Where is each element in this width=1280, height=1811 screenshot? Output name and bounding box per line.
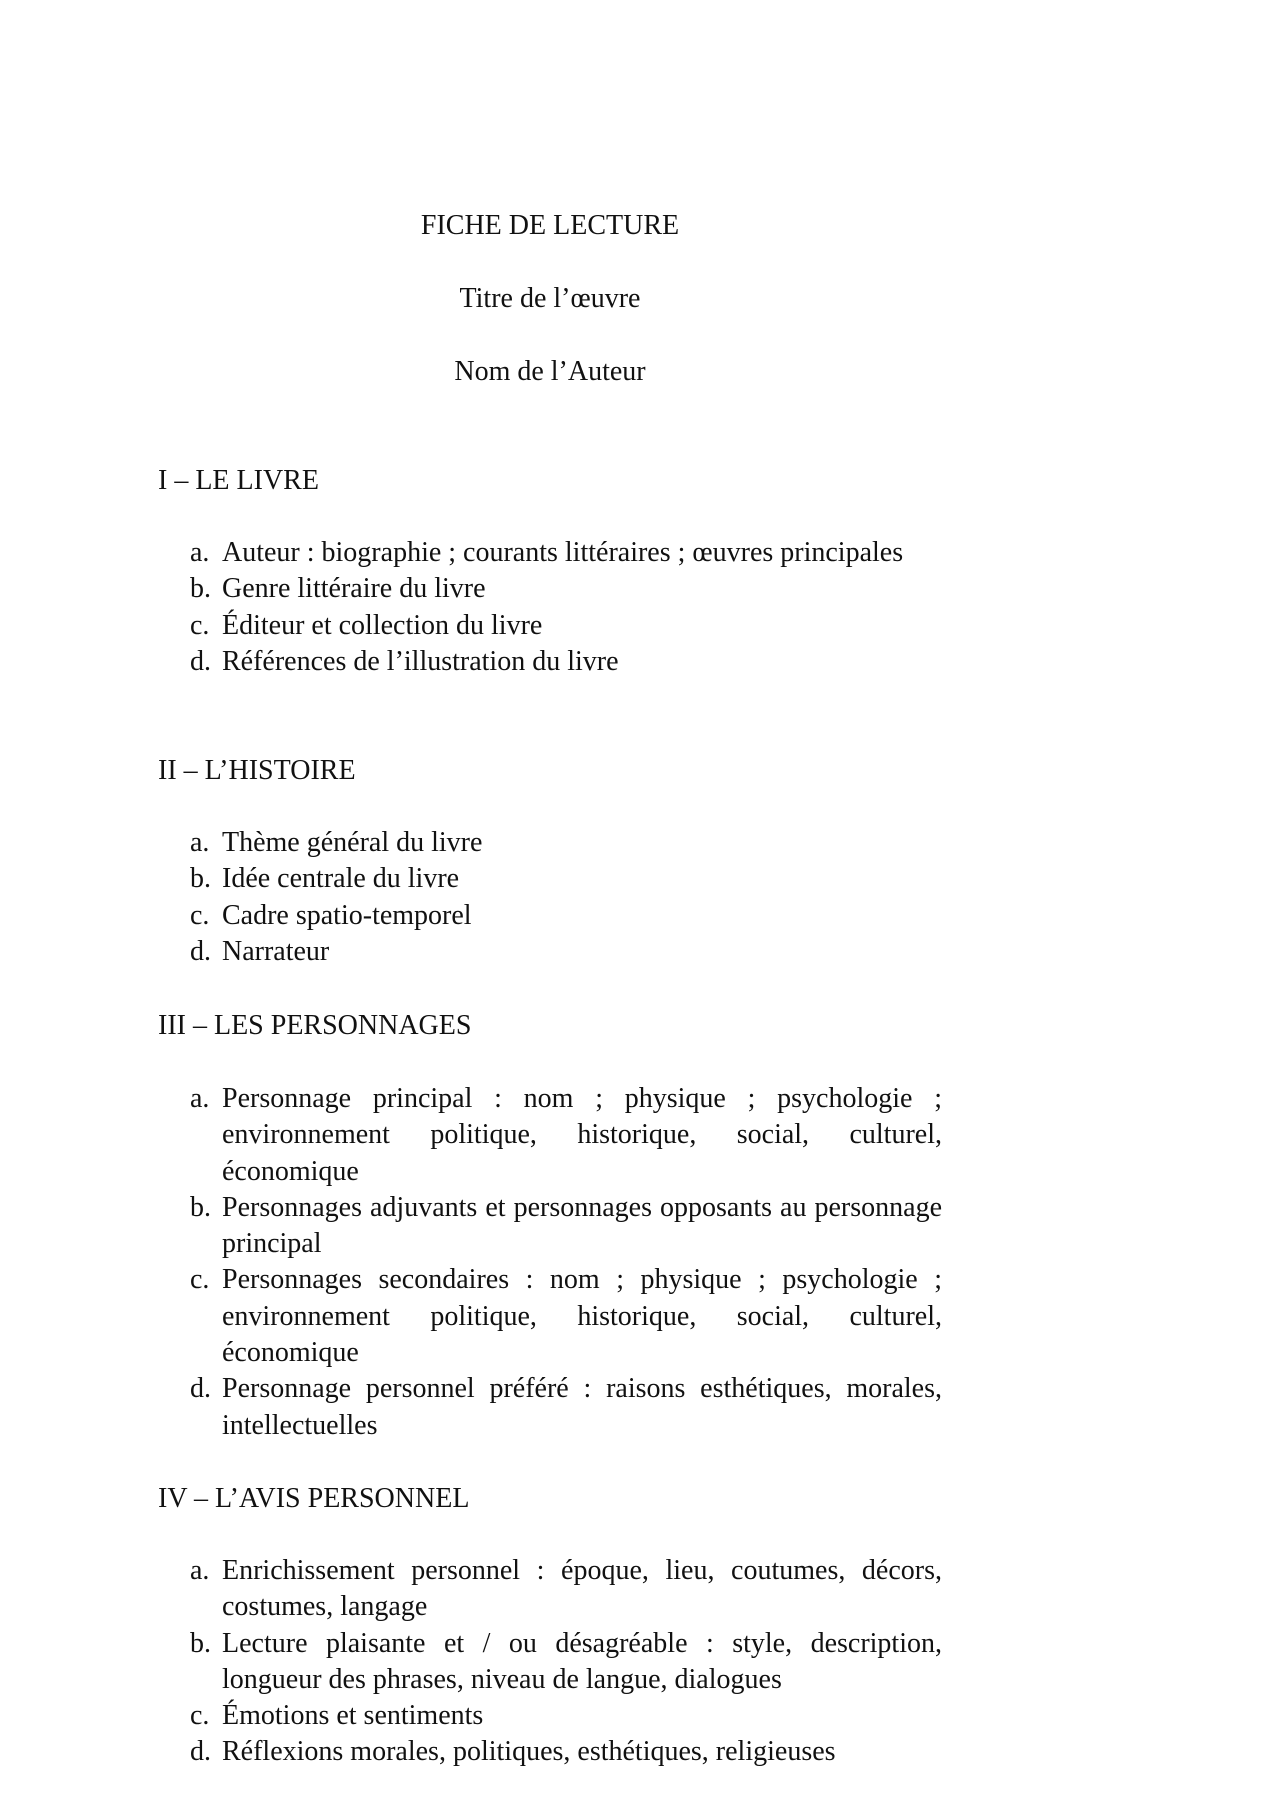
item-text: Personnage principal : nom ; physique ; psychologie ; environnement politique, historique, social, culturel, économique xyxy=(222,1083,942,1187)
section-heading-le-livre: I – LE LIVRE xyxy=(158,465,319,496)
item-letter: c. xyxy=(190,899,210,931)
item-letter: a. xyxy=(190,537,210,568)
item-text: Enrichissement personnel : époque, lieu, coutumes, décors, costumes, langage xyxy=(222,1555,942,1623)
section-list-l-histoire xyxy=(190,825,942,970)
list-item xyxy=(190,644,942,680)
item-text: Réflexions morales, politiques, esthétiques, religieuses xyxy=(222,1736,836,1768)
item-letter: b. xyxy=(190,573,211,605)
list-item xyxy=(190,1626,942,1699)
section-heading-l-avis-personnel: IV – L’AVIS PERSONNEL xyxy=(158,1483,470,1514)
list-item xyxy=(190,825,942,861)
list-item xyxy=(190,1081,942,1190)
item-text: Éditeur et collection du livre xyxy=(222,609,543,641)
item-letter: c. xyxy=(190,1700,210,1732)
item-text: Thème général du livre xyxy=(222,827,483,858)
item-letter: b. xyxy=(190,1191,211,1223)
item-letter: b. xyxy=(190,1627,211,1659)
list-item xyxy=(190,898,942,934)
item-letter: c. xyxy=(190,609,210,641)
document-title: FICHE DE LECTURE xyxy=(420,210,680,241)
list-item xyxy=(190,1553,942,1626)
work-title: Titre de l’œuvre xyxy=(459,283,641,314)
item-letter: d. xyxy=(190,935,211,967)
list-item xyxy=(190,1262,942,1371)
author-name: Nom de l’Auteur xyxy=(454,356,646,387)
list-item xyxy=(190,1734,942,1770)
item-text: Références de l’illustration du livre xyxy=(222,645,619,677)
item-letter: d. xyxy=(190,1736,211,1768)
section-list-le-livre xyxy=(190,535,942,680)
list-item xyxy=(190,934,942,970)
list-item xyxy=(190,1371,942,1444)
item-text: Lecture plaisante et / ou désagréable : style, description, longueur des phrases, niveau de langue, dialogues xyxy=(222,1627,942,1695)
list-item xyxy=(190,861,942,897)
list-item xyxy=(190,1190,942,1263)
item-letter: a. xyxy=(190,827,210,858)
item-letter: c. xyxy=(190,1264,210,1296)
item-text: Personnages adjuvants et personnages opposants au personnage principal xyxy=(222,1191,942,1260)
list-item xyxy=(190,535,942,571)
item-letter: a. xyxy=(190,1555,210,1586)
item-text: Émotions et sentiments xyxy=(222,1700,484,1732)
item-text: Idée centrale du livre xyxy=(222,863,460,895)
item-text: Personnage personnel préféré : raisons esthétiques, morales, intellectuelles xyxy=(222,1373,942,1441)
list-item xyxy=(190,571,942,607)
item-text: Auteur : biographie ; courants littéraires ; œuvres principales xyxy=(222,537,904,568)
item-text: Genre littéraire du livre xyxy=(222,573,486,605)
list-item xyxy=(190,608,942,644)
item-letter: d. xyxy=(190,1373,211,1405)
item-letter: d. xyxy=(190,645,211,677)
item-text: Personnages secondaires : nom ; physique ; psychologie ; environnement politique, historique, social, culturel, économique xyxy=(222,1264,942,1369)
section-heading-les-personnages: III – LES PERSONNAGES xyxy=(158,1010,472,1041)
item-letter: a. xyxy=(190,1083,210,1114)
item-letter: b. xyxy=(190,863,211,895)
item-text: Cadre spatio-temporel xyxy=(222,899,472,931)
section-list-l-avis-personnel xyxy=(190,1553,942,1771)
section-heading-l-histoire: II – L’HISTOIRE xyxy=(158,755,356,786)
item-text: Narrateur xyxy=(222,935,330,967)
section-list-les-personnages xyxy=(190,1081,942,1444)
list-item xyxy=(190,1698,942,1734)
